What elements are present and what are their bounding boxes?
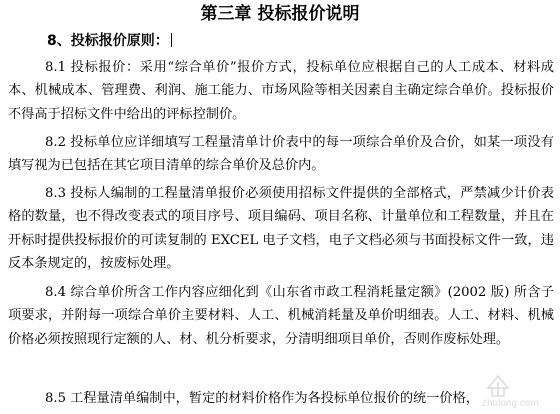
paragraph-8-5: 8.5 工程量清单编制中，暂定的材料价格作为各投标单位报价的统一价格， bbox=[45, 391, 479, 406]
text-cursor bbox=[171, 33, 172, 47]
paragraph-8-2: 8.2 投标单位应详细填写工程量清单计价表中的每一项综合单价及合价，如某一项没有填写视为已包括在其它项目清单的综合单价及总价内。 bbox=[8, 135, 554, 174]
paragraph-8-4: 8.4 综合单价所含工作内容应细化到《山东省市政工程消耗量定额》(2002 版) 所含子项要求，并附每一项综合单价主要材料、人工、机械消耗量及单价明细表。人工、材料、机械价格必须按照现行定额的人、材、机分析要求，分清明细项目单价，否则作废标处理。 bbox=[8, 285, 554, 347]
chapter-title: 第三章 投标报价说明 bbox=[200, 4, 360, 24]
section-heading-text: 8、投标报价原则： bbox=[47, 33, 169, 49]
watermark-logo bbox=[480, 368, 554, 408]
watermark-text: zhulong.com bbox=[482, 398, 539, 408]
paragraph-8-3: 8.3 投标人编制的工程量清单报价必须使用招标文件提供的全部格式，严禁减少计价表格的数量，也不得改变表式的项目序号、项目编码、项目名称、计量单位和工程数量，并且在开标时提供投标报价的可读复制的 EXCEL 电子文档，电子文档必须与书面投标文件一致，违反本条规定的，按废标处理。 bbox=[8, 186, 554, 271]
section-heading bbox=[47, 31, 172, 51]
paragraph-8-1: 8.1 投标报价：采用“综合单价”报价方式，投标单位应根据自己的人工成本、材料成本、机械成本、管理费、利润、施工能力、市场风险等相关因素自主确定综合单价。投标报价不得高于招标文件中给出的评标控制价。 bbox=[8, 60, 554, 122]
logo-mark-icon bbox=[488, 376, 508, 396]
